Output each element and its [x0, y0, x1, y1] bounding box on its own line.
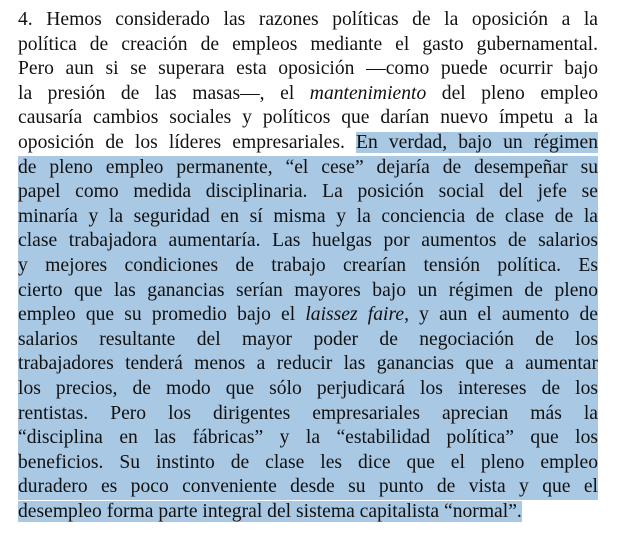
highlighted-text: trabajadores tenderá menos a reducir las ganancias que a aumentar: [18, 353, 598, 375]
text-segment: oposición de los líderes empresariales.: [18, 131, 356, 153]
highlighted-text: salarios resultante del mayor poder de negociación de los: [18, 328, 598, 350]
highlighted-text: empleo que su promedio bajo el: [18, 304, 306, 326]
highlighted-text: En verdad, bajo un régimen: [356, 131, 598, 153]
text-segment: causaría cambios sociales y políticos que darían nuevo ímpetu a la: [18, 107, 598, 129]
text-line: [18, 106, 598, 131]
highlighted-text: “disciplina en las fábricas” y la “estabilidad política” que los: [18, 427, 598, 449]
text-line: [18, 82, 598, 107]
highlighted-text: los precios, de modo que sólo perjudicará los intereses de los: [18, 377, 598, 399]
highlighted-text: , y aun el aumento de: [404, 304, 598, 326]
highlighted-text: beneficios. Su instinto de clase les dice que el pleno empleo: [18, 451, 598, 473]
highlighted-text: papel como medida disciplinaria. La posición social del jefe se: [18, 181, 598, 203]
text-segment: 4. Hemos considerado las razones políticas de la oposición a la: [18, 9, 598, 30]
text-line: [18, 328, 598, 353]
highlighted-text: y mejores condiciones de trabajo crearían tensión política. Es: [18, 254, 598, 276]
text-line: [18, 156, 598, 181]
highlighted-text: clase trabajadora aumentaría. Las huelgas por aumentos de salarios: [18, 230, 598, 252]
highlighted-text: desempleo forma parte integral del sistema capitalista “normal”.: [18, 500, 522, 522]
highlighted-text: minaría y la seguridad en sí misma y la conciencia de clase de la: [18, 205, 598, 227]
text-line: [18, 57, 598, 82]
text-line: [18, 8, 598, 33]
text-segment: política de creación de empleos mediante el gasto gubernamental.: [18, 33, 598, 55]
text-line: [18, 180, 598, 205]
text-line: [18, 475, 598, 500]
text-segment: Pero aun si se superara esta oposición —como puede ocurrir bajo: [18, 58, 598, 80]
text-line: [18, 33, 598, 58]
highlighted-text: cierto que las ganancias serían mayores bajo un régimen de pleno: [18, 279, 598, 301]
highlighted-text: laissez faire: [305, 304, 405, 326]
text-line: [18, 279, 598, 304]
highlighted-text: duradero es poco conveniente desde su punto de vista y que el: [18, 476, 598, 498]
text-line: [18, 451, 598, 476]
highlighted-text: de pleno empleo permanente, “el cese” dejaría de desempeñar su: [18, 156, 598, 178]
text-line: [18, 500, 598, 525]
text-line: [18, 254, 598, 279]
text-segment: la presión de las masas—, el: [18, 82, 310, 104]
text-line: [18, 377, 598, 402]
text-line: [18, 402, 598, 427]
text-segment: mantenimiento: [309, 82, 427, 104]
text-line: [18, 352, 598, 377]
text-line: [18, 229, 598, 254]
text-line: [18, 426, 598, 451]
document-paragraph: [18, 8, 598, 524]
text-line: [18, 205, 598, 230]
highlighted-text: rentistas. Pero los dirigentes empresariales aprecian más la: [18, 402, 598, 424]
text-line: [18, 131, 598, 156]
text-segment: del pleno empleo: [426, 82, 598, 104]
text-line: [18, 303, 598, 328]
